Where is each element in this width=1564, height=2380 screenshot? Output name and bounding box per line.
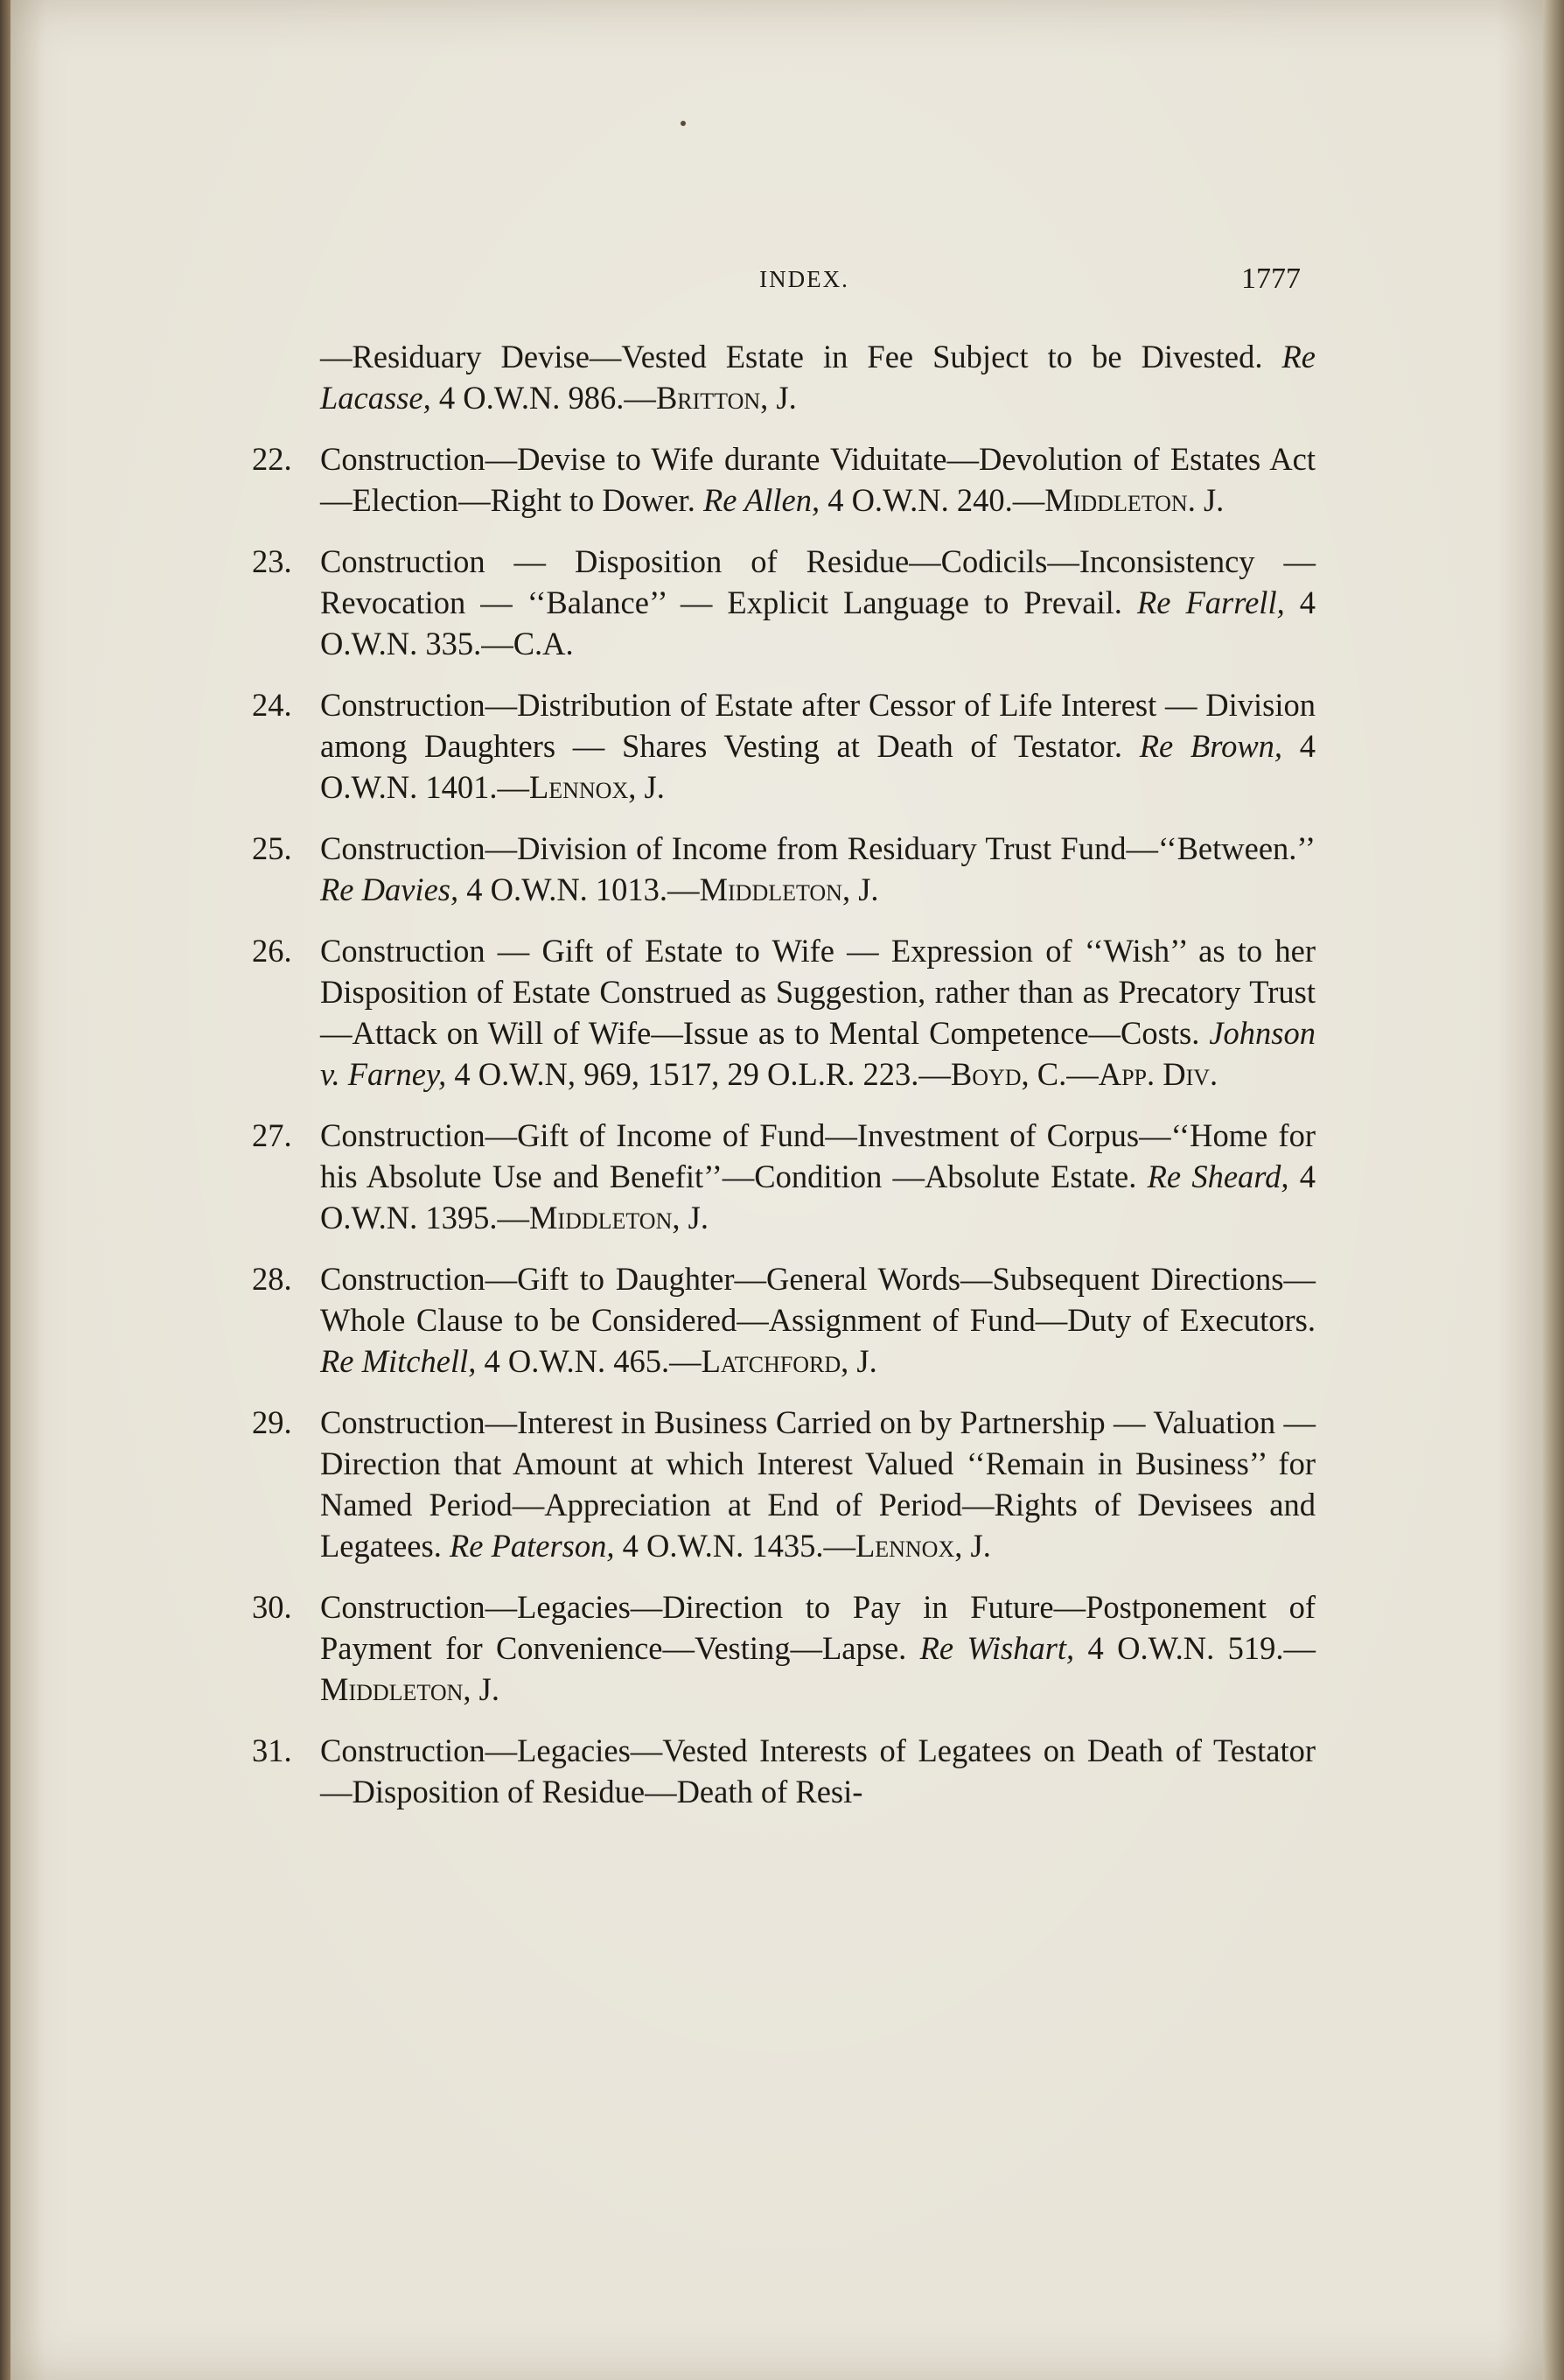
entry-tail: , J.	[628, 769, 665, 805]
entry-number: 27.	[252, 1117, 292, 1153]
entry-number: 24.	[252, 687, 292, 723]
entry-citation: 4 O.W.N. 335.—C.A.	[320, 584, 1316, 662]
entry-text: Construction—Division of Income from Residuary Trust Fund—‘‘Between.’’	[320, 830, 1316, 866]
entry-case-name: Re Davies,	[320, 872, 459, 907]
running-head: INDEX.	[759, 266, 849, 292]
entry-number: 28.	[252, 1261, 292, 1297]
entry-text: Construction—Legacies—Vested Interests of Legatees on Death of Testator—Disposition of Residue—Death of Resi-	[320, 1732, 1316, 1810]
index-entry	[240, 684, 1316, 808]
entry-text: Construction — Disposition of Residue—Codicils—Inconsistency — Revocation — ‘‘Balance’’ — Explicit Language to Prevail.	[320, 543, 1316, 620]
entry-text: —Residuary Devise—Vested Estate in Fee Subject to be Divested.	[320, 339, 1282, 374]
entry-citation: 4 O.W.N. 1401.—	[320, 728, 1316, 805]
entry-judge: Middleton	[699, 872, 842, 907]
entry-citation: 4 O.W.N. 1395.—	[320, 1158, 1316, 1236]
index-entry	[240, 1402, 1316, 1566]
entry-citation: 4 O.W.N. 1013.—	[458, 872, 700, 907]
book-page	[10, 0, 1554, 2380]
entry-citation: 4 O.W.N. 519.—	[1074, 1630, 1316, 1666]
index-entry	[240, 541, 1316, 664]
entry-judge: Middleton	[528, 1200, 673, 1236]
entry-citation: 4 O.W.N. 1435.—	[614, 1528, 855, 1564]
entry-text: Construction—Gift to Daughter—General Words—Subsequent Directions—Whole Clause to be Considered—Assignment of Fund—Duty of Executors.	[320, 1261, 1316, 1338]
entry-case-name: Re Paterson,	[449, 1528, 615, 1564]
entry-citation: 4 O.W.N. 986.—	[430, 380, 656, 416]
entry-number: 23.	[252, 543, 292, 579]
entry-citation: 4 O.W.N. 240.—	[820, 482, 1045, 518]
book-binding-edge	[0, 0, 10, 2380]
entry-number: 25.	[252, 830, 292, 866]
index-entry-continued	[240, 336, 1316, 418]
entry-tail: , J.	[760, 380, 797, 416]
entry-judge: Latchford	[701, 1343, 841, 1379]
entry-judge: Lennox	[528, 769, 629, 805]
entry-case-name: Re Lacasse,	[320, 339, 1316, 416]
entry-text: Construction — Gift of Estate to Wife — Expression of ‘‘Wish’’ as to her Disposition of Estate Construed as Suggestion, rather than as Precatory Trust—Attack on Will of Wife—Issue as to Mental Competence—Costs.	[320, 933, 1316, 1051]
entry-number: 31.	[252, 1732, 292, 1768]
index-entries	[240, 336, 1316, 1832]
entry-number: 30.	[252, 1589, 292, 1625]
entry-tail: , J.	[672, 1200, 709, 1236]
index-entry	[240, 438, 1316, 521]
entry-judge: Lennox	[855, 1528, 955, 1564]
ink-speck	[681, 121, 686, 126]
entry-case-name: Re Brown,	[1139, 728, 1283, 764]
entry-case-name: Re Wishart,	[919, 1630, 1075, 1666]
entry-case-name: Re Farrell,	[1136, 584, 1285, 620]
entry-text: Construction—Legacies—Direction to Pay in Future—Postponement of Payment for Convenience—Vesting—Lapse.	[320, 1589, 1316, 1666]
entry-text: Construction—Devise to Wife durante Viduitate—Devolution of Estates Act—Election—Right to Dower.	[320, 441, 1316, 518]
index-entry	[240, 1258, 1316, 1382]
entry-number: 22.	[252, 441, 292, 477]
entry-judge: Middleton	[320, 1671, 464, 1707]
entry-text: Construction—Gift of Income of Fund—Investment of Corpus—‘‘Home for his Absolute Use and Benefit’’—Condition —Absolute Estate.	[320, 1117, 1316, 1194]
entry-case-name: Re Mitchell,	[320, 1343, 477, 1379]
entry-case-name: Re Sheard,	[1147, 1158, 1289, 1194]
entry-case-name: Re Allen,	[702, 482, 820, 518]
entry-judge: Middleton	[1044, 482, 1188, 518]
index-entry	[240, 1730, 1316, 1812]
index-entry	[240, 828, 1316, 910]
page-number: 1777	[1241, 262, 1301, 295]
entry-number: 26.	[252, 933, 292, 969]
entry-judge: Boyd, C.—App. Div.	[950, 1056, 1218, 1092]
entry-tail: , J.	[954, 1528, 991, 1564]
page-fore-edge	[1543, 0, 1564, 2380]
index-entry	[240, 1115, 1316, 1238]
index-entry	[240, 930, 1316, 1095]
page-header	[308, 262, 1301, 298]
entry-tail: . J.	[1187, 482, 1225, 518]
entry-tail: , J.	[841, 872, 879, 907]
entry-tail: , J.	[841, 1343, 877, 1379]
entry-number: 29.	[252, 1404, 292, 1440]
entry-text: Construction—Interest in Business Carried on by Partnership — Valuation — Direction that Amount at which Interest Valued ‘‘Remain in Business’’ for Named Period—Appreciation at End of Period—Rights of Devisees and Legatees.	[320, 1404, 1316, 1564]
entry-citation: 4 O.W.N, 969, 1517, 29 O.L.R. 223.—	[446, 1056, 951, 1092]
entry-judge: Britton	[655, 380, 761, 416]
entry-text: Construction—Distribution of Estate after Cessor of Life Interest — Division among Daughters — Shares Vesting at Death of Testator.	[320, 687, 1316, 764]
entry-citation: 4 O.W.N. 465.—	[476, 1343, 702, 1379]
entry-tail: , J.	[463, 1671, 499, 1707]
entry-case-name: Johnson v. Farney,	[320, 1015, 1316, 1092]
index-entry	[240, 1586, 1316, 1710]
